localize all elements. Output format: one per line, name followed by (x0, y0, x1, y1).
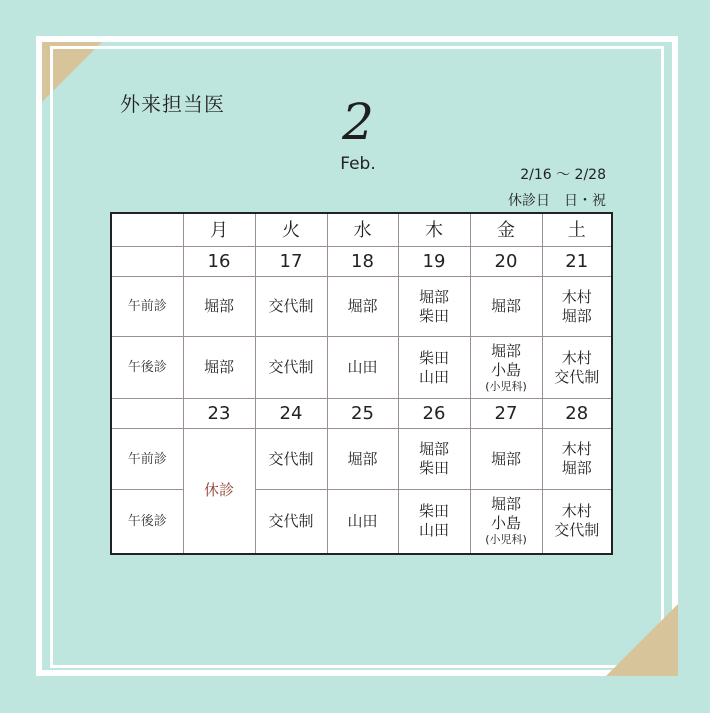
date-cell: 20 (470, 247, 542, 277)
schedule-cell (470, 337, 542, 399)
week1-am-row (111, 277, 612, 337)
doctor-name: 堀部 (561, 306, 592, 325)
doctor-name: 山田 (347, 511, 378, 530)
doctor-name: 堀部 (490, 341, 521, 360)
date-cell: 27 (470, 399, 542, 429)
doctor-name: 木村 (561, 502, 592, 521)
schedule-cell (327, 337, 398, 399)
doctor-name: 堀部 (347, 297, 378, 315)
department-note: (小児科) (485, 533, 527, 547)
week2-date-row (111, 399, 612, 429)
doctor-name: 小島 (490, 360, 521, 379)
week1-date-row (111, 247, 612, 277)
department-note: (小児科) (485, 379, 527, 393)
date-empty-cell (111, 247, 183, 277)
doctor-name: 木村 (561, 440, 592, 458)
schedule-cell (470, 277, 542, 337)
doctor-name: 柴田 (418, 459, 449, 477)
doctor-name: 山田 (347, 358, 378, 376)
weekday-sat: 土 (542, 213, 612, 247)
date-cell: 18 (327, 247, 398, 277)
am-row-label: 午前診 (111, 277, 183, 337)
page-title: 外来担当医 (120, 92, 225, 116)
doctor-name: 交代制 (268, 449, 314, 468)
doctor-name: 堀部 (203, 297, 234, 315)
schedule-cell (398, 277, 470, 337)
schedule-cell (398, 490, 470, 554)
schedule-cell (542, 337, 612, 399)
doctor-name: 堀部 (490, 495, 521, 514)
doctor-name: 堀部 (490, 297, 521, 315)
doctor-name: 小島 (490, 514, 521, 533)
closed-cell: 休診 (183, 429, 255, 554)
date-range: 2/16 〜 2/28 (520, 167, 606, 183)
am-row-label: 午前診 (111, 429, 183, 490)
doctor-name: 堀部 (203, 358, 234, 376)
weekday-wed: 水 (327, 213, 398, 247)
doctor-name: 木村 (561, 287, 592, 306)
date-empty-cell (111, 399, 183, 429)
schedule-cell (327, 490, 398, 554)
date-cell: 28 (542, 399, 612, 429)
doctor-name: 交代制 (554, 521, 600, 540)
doctor-name: 交代制 (268, 511, 314, 530)
schedule-cell (327, 429, 398, 490)
pm-row-label: 午後診 (111, 337, 183, 399)
doctor-name: 堀部 (561, 459, 592, 477)
header-empty-cell (111, 213, 183, 247)
week1-pm-row (111, 337, 612, 399)
schedule-table (110, 212, 613, 555)
doctor-name: 堀部 (418, 287, 449, 306)
date-cell: 19 (398, 247, 470, 277)
doctor-name: 山田 (418, 521, 449, 540)
date-cell: 24 (255, 399, 327, 429)
schedule-cell (542, 490, 612, 554)
weekday-mon: 月 (183, 213, 255, 247)
doctor-name: 堀部 (490, 449, 521, 468)
schedule-cell (255, 337, 327, 399)
date-cell: 17 (255, 247, 327, 277)
schedule-cell (398, 337, 470, 399)
doctor-name: 柴田 (418, 502, 449, 521)
weekday-fri: 金 (470, 213, 542, 247)
schedule-cell (183, 337, 255, 399)
date-cell: 23 (183, 399, 255, 429)
schedule-cell (398, 429, 470, 490)
weekday-header-row (111, 213, 612, 247)
date-cell: 21 (542, 247, 612, 277)
schedule-cell (470, 490, 542, 554)
doctor-name: 山田 (418, 367, 449, 386)
schedule-cell (542, 429, 612, 490)
date-cell: 16 (183, 247, 255, 277)
schedule-cell (255, 277, 327, 337)
date-cell: 26 (398, 399, 470, 429)
doctor-name: 柴田 (418, 306, 449, 325)
month-english: Feb. (340, 154, 376, 174)
month-number: 2 (342, 93, 374, 151)
schedule-cell (542, 277, 612, 337)
pm-row-label: 午後診 (111, 490, 183, 554)
weekday-tue: 火 (255, 213, 327, 247)
schedule-cell (255, 490, 327, 554)
schedule-cell (183, 277, 255, 337)
doctor-name: 交代制 (268, 297, 314, 315)
weekday-thu: 木 (398, 213, 470, 247)
date-cell: 25 (327, 399, 398, 429)
doctor-name: 木村 (561, 348, 592, 367)
doctor-name: 交代制 (268, 358, 314, 376)
doctor-name: 柴田 (418, 348, 449, 367)
doctor-name: 堀部 (418, 440, 449, 458)
doctor-name: 堀部 (347, 449, 378, 468)
week2-am-row (111, 429, 612, 490)
closed-days-label: 休診日 日・祝 (508, 193, 606, 209)
doctor-name: 交代制 (554, 367, 600, 386)
schedule-cell (470, 429, 542, 490)
schedule-cell (255, 429, 327, 490)
schedule-cell (327, 277, 398, 337)
